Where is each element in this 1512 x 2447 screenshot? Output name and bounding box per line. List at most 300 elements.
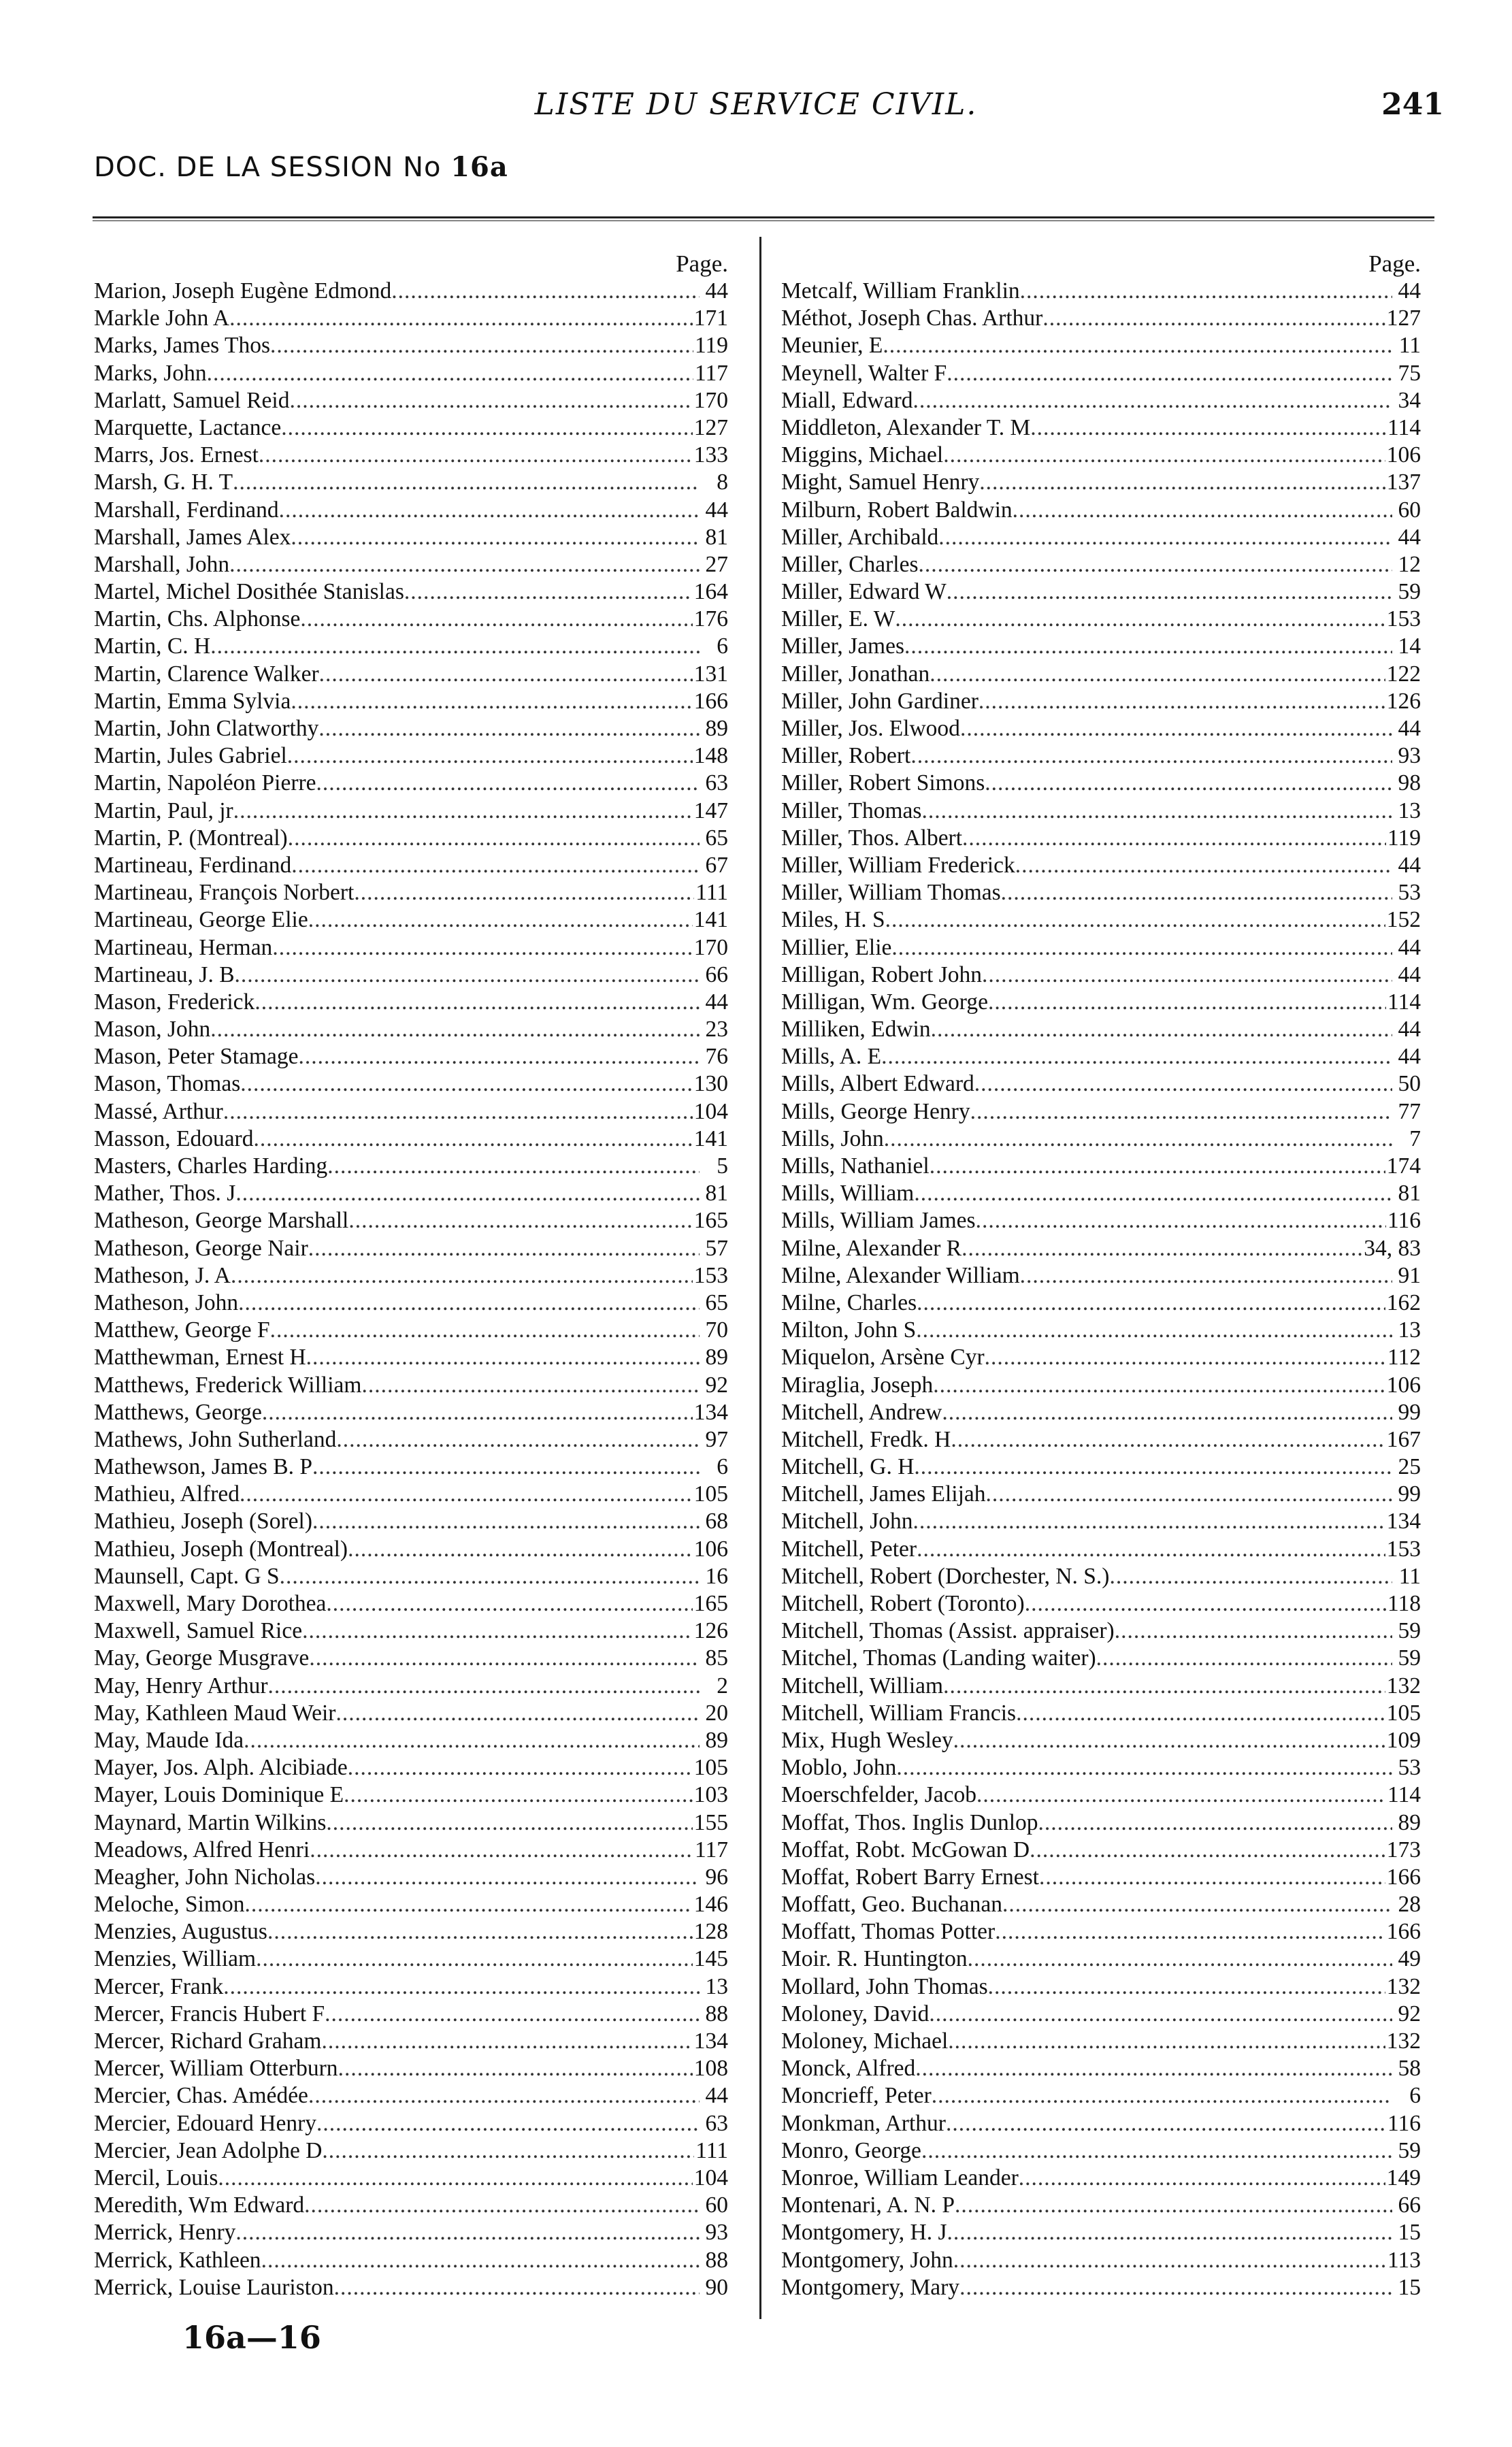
dot-leader xyxy=(338,2055,693,2082)
index-entry xyxy=(94,2110,728,2137)
entry-page: 132 xyxy=(1386,1673,1421,1698)
dot-leader xyxy=(291,688,692,715)
index-entry xyxy=(781,1837,1421,1864)
entry-page: 132 xyxy=(1386,1973,1421,1999)
index-entry xyxy=(94,2219,728,2246)
index-column-right xyxy=(781,250,1421,2301)
entry-name: Meredith, Wm Edward xyxy=(94,2193,305,2218)
index-entry xyxy=(94,934,728,962)
entry-page: 116 xyxy=(1387,1208,1421,1234)
entry-name: Martin, Jules Gabriel xyxy=(94,743,287,769)
dot-leader xyxy=(946,2110,1386,2137)
index-entry xyxy=(781,770,1421,797)
entry-page: 130 xyxy=(693,1071,728,1097)
entry-page: 96 xyxy=(705,1864,728,1890)
session-doc-label xyxy=(94,151,508,183)
dot-leader xyxy=(947,2219,1392,2246)
dot-leader xyxy=(207,360,693,387)
index-entry xyxy=(94,989,728,1016)
index-entry xyxy=(781,798,1421,825)
entry-page: 111 xyxy=(695,2137,728,2163)
entry-page: 44 xyxy=(705,989,728,1015)
entry-name: Mathewson, James B. P xyxy=(94,1454,313,1480)
index-entry xyxy=(94,1673,728,1700)
entry-page: 66 xyxy=(1398,2193,1421,2218)
index-entry xyxy=(94,2274,728,2301)
entry-page: 11 xyxy=(1398,1563,1421,1589)
index-entry xyxy=(781,1454,1421,1481)
entry-page: 134 xyxy=(693,1399,728,1425)
entry-name: Moloney, David xyxy=(781,2001,930,2026)
index-entry xyxy=(94,1262,728,1290)
dot-leader xyxy=(1002,1891,1392,1918)
entry-name: Mitchell, Robert (Dorchester, N. S.) xyxy=(781,1563,1110,1589)
entry-name: Mills, Nathaniel xyxy=(781,1153,930,1179)
entry-page: 166 xyxy=(1386,1919,1421,1945)
entry-page: 106 xyxy=(1386,442,1421,468)
index-entry xyxy=(94,1344,728,1371)
index-entry xyxy=(781,1973,1421,2001)
entry-name: Moerschfelder, Jacob xyxy=(781,1782,977,1808)
index-entry xyxy=(94,962,728,989)
entry-page: 148 xyxy=(693,743,728,769)
entry-page: 132 xyxy=(1386,2029,1421,2054)
entry-name: Meadows, Alfred Henri xyxy=(94,1837,310,1862)
entry-name: Martineau, George Elie xyxy=(94,907,308,933)
index-entry xyxy=(781,1016,1421,1043)
index-entry xyxy=(781,1645,1421,1672)
dot-leader xyxy=(238,1290,700,1317)
entry-name: Miller, William Frederick xyxy=(781,852,1015,878)
index-entry xyxy=(781,1344,1421,1371)
entry-page: 106 xyxy=(1386,1372,1421,1398)
dot-leader xyxy=(1020,278,1392,305)
entry-name: Might, Samuel Henry xyxy=(781,470,980,495)
entry-name: Merrick, Henry xyxy=(94,2220,236,2246)
index-entry xyxy=(94,2192,728,2219)
dot-leader xyxy=(229,305,693,332)
entry-name: Milliken, Edwin xyxy=(781,1017,931,1042)
entry-name: Monro, George xyxy=(781,2137,921,2163)
index-entry xyxy=(781,989,1421,1016)
entry-name: Merrick, Louise Lauriston xyxy=(94,2274,334,2300)
dot-leader xyxy=(348,1536,693,1563)
entry-page: 49 xyxy=(1398,1946,1421,1972)
index-entry xyxy=(94,578,728,606)
entry-page: 98 xyxy=(1398,770,1421,796)
entry-name: Mitchel, Thomas (Landing waiter) xyxy=(781,1645,1096,1671)
entry-name: Marshall, Ferdinand xyxy=(94,497,279,523)
entry-name: Milligan, Wm. George xyxy=(781,989,988,1015)
dot-leader xyxy=(962,825,1386,852)
entry-page: 14 xyxy=(1398,634,1421,659)
dot-leader xyxy=(968,1945,1392,1973)
entry-name: Marrs, Jos. Ernest xyxy=(94,442,259,468)
dot-leader xyxy=(210,1016,700,1043)
entry-name: Mercil, Louis xyxy=(94,2165,218,2190)
index-entry xyxy=(94,879,728,906)
entry-name: Maunsell, Capt. G S xyxy=(94,1563,280,1589)
entry-name: Miquelon, Arsène Cyr xyxy=(781,1345,985,1370)
dot-leader xyxy=(988,989,1386,1016)
entry-page: 68 xyxy=(705,1509,728,1534)
dot-leader xyxy=(321,2028,692,2055)
index-entry xyxy=(781,1399,1421,1426)
entry-name: Miller, Thomas xyxy=(781,798,922,823)
entry-name: Meynell, Walter F xyxy=(781,360,947,386)
entry-page: 60 xyxy=(705,2193,728,2218)
index-entry xyxy=(781,2165,1421,2192)
dot-leader xyxy=(254,989,700,1016)
entry-page: 12 xyxy=(1398,551,1421,577)
dot-leader xyxy=(233,798,693,825)
entry-page: 141 xyxy=(693,1126,728,1151)
index-entry xyxy=(781,661,1421,688)
entry-page: 77 xyxy=(1398,1098,1421,1124)
index-entry xyxy=(94,524,728,551)
index-entry xyxy=(94,1727,728,1754)
index-entry xyxy=(94,1317,728,1344)
entry-name: Moffatt, Thomas Potter xyxy=(781,1919,996,1945)
dot-leader xyxy=(223,1973,700,2001)
entry-name: Marshall, James Alex xyxy=(94,524,291,550)
dot-leader xyxy=(913,1508,1385,1535)
entry-page: 67 xyxy=(705,852,728,878)
entry-page: 118 xyxy=(1387,1591,1421,1616)
entry-name: Millier, Elie xyxy=(781,934,892,960)
entry-page: 34, 83 xyxy=(1364,1235,1421,1261)
dot-leader xyxy=(322,2137,694,2165)
doc-label: DOC. DE LA SESSION No xyxy=(94,152,442,183)
dot-leader xyxy=(354,879,694,906)
entry-name: Mason, John xyxy=(94,1017,211,1042)
entry-name: Mather, Thos. J xyxy=(94,1181,236,1206)
dot-leader xyxy=(1001,879,1392,906)
index-entry xyxy=(781,1809,1421,1837)
dot-leader xyxy=(235,2219,700,2246)
index-entry xyxy=(781,278,1421,305)
footer-signature-code: 16a—16 xyxy=(182,2319,321,2356)
entry-name: Maynard, Martin Wilkins xyxy=(94,1809,327,1835)
dot-leader xyxy=(312,1508,700,1535)
dot-leader xyxy=(261,2247,700,2274)
index-entry xyxy=(781,2137,1421,2165)
index-entry xyxy=(94,360,728,387)
index-entry xyxy=(94,1454,728,1481)
dot-leader xyxy=(895,606,1385,633)
dot-leader xyxy=(1038,1809,1393,1837)
dot-leader xyxy=(281,414,692,442)
dot-leader xyxy=(302,1617,693,1645)
entry-name: Mercier, Chas. Amédée xyxy=(94,2083,308,2109)
entry-page: 111 xyxy=(695,880,728,906)
entry-page: 6 xyxy=(1409,2083,1421,2109)
entry-page: 13 xyxy=(1398,798,1421,823)
dot-leader xyxy=(1015,852,1392,879)
index-entry xyxy=(781,1426,1421,1454)
index-entry xyxy=(781,1781,1421,1809)
index-entry xyxy=(94,1426,728,1454)
dot-leader xyxy=(930,661,1385,688)
entry-page: 92 xyxy=(1398,2001,1421,2026)
entry-name: Martin, Paul, jr xyxy=(94,798,233,823)
running-title: LISTE DU SERVICE CIVIL. xyxy=(534,87,978,122)
entry-page: 50 xyxy=(1398,1071,1421,1097)
index-entry xyxy=(781,715,1421,742)
index-entry xyxy=(94,2055,728,2082)
entry-name: Mayer, Jos. Alph. Alcibiade xyxy=(94,1755,348,1781)
index-entry xyxy=(94,1536,728,1563)
entry-page: 58 xyxy=(1398,2056,1421,2082)
entry-name: Martin, Emma Sylvia xyxy=(94,688,291,714)
entry-page: 59 xyxy=(1398,1618,1421,1644)
dot-leader xyxy=(1115,1617,1392,1645)
index-entry xyxy=(94,2001,728,2028)
entry-page: 170 xyxy=(693,387,728,413)
entry-page: 81 xyxy=(705,524,728,550)
entry-name: Mathews, John Sutherland xyxy=(94,1426,337,1452)
entry-page: 44 xyxy=(1398,1017,1421,1042)
entry-page: 66 xyxy=(705,962,728,987)
dot-leader xyxy=(979,469,1385,496)
entry-page: 166 xyxy=(1386,1864,1421,1890)
entry-name: Masson, Edouard xyxy=(94,1126,254,1151)
entry-name: Montgomery, John xyxy=(781,2247,953,2273)
dot-leader xyxy=(361,1372,700,1399)
entry-name: Mathieu, Joseph (Sorel) xyxy=(94,1509,312,1534)
dot-leader xyxy=(938,524,1392,551)
entry-name: Marks, James Thos xyxy=(94,333,270,359)
entry-page: 152 xyxy=(1386,907,1421,933)
entry-page: 27 xyxy=(705,551,728,577)
dot-leader xyxy=(244,1891,692,1918)
index-entry xyxy=(781,442,1421,469)
entry-page: 23 xyxy=(705,1017,728,1042)
index-entry xyxy=(94,1043,728,1070)
entry-name: Martin, John Clatworthy xyxy=(94,716,319,741)
dot-leader xyxy=(326,1590,692,1617)
index-entry xyxy=(781,387,1421,414)
entry-page: 93 xyxy=(705,2220,728,2246)
column-divider xyxy=(759,237,761,2319)
entry-page: 16 xyxy=(705,1563,728,1589)
entry-name: Matthews, George xyxy=(94,1399,262,1425)
entry-name: Maxwell, Mary Dorothea xyxy=(94,1591,327,1616)
entry-page: 20 xyxy=(705,1700,728,1726)
entry-name: Martin, Chs. Alphonse xyxy=(94,606,301,632)
entry-name: Miraglia, Joseph xyxy=(781,1372,934,1398)
entry-page: 173 xyxy=(1386,1837,1421,1862)
dot-leader xyxy=(995,1918,1385,1945)
index-entry xyxy=(94,414,728,442)
entry-name: Monck, Alfred xyxy=(781,2056,916,2082)
index-entry xyxy=(94,633,728,660)
entry-page: 155 xyxy=(693,1809,728,1835)
dot-leader xyxy=(951,1426,1385,1454)
entry-page: 105 xyxy=(693,1755,728,1781)
index-entry xyxy=(94,906,728,934)
entry-page: 167 xyxy=(1386,1426,1421,1452)
index-entry xyxy=(781,934,1421,962)
entry-name: Mitchell, Andrew xyxy=(781,1399,942,1425)
dot-leader xyxy=(316,2110,700,2137)
index-entry xyxy=(94,1508,728,1535)
entry-page: 2 xyxy=(717,1673,728,1698)
index-entry xyxy=(781,742,1421,770)
entry-name: Mills, Albert Edward xyxy=(781,1071,974,1097)
entry-page: 146 xyxy=(693,1892,728,1918)
entry-page: 126 xyxy=(693,1618,728,1644)
index-column-left xyxy=(94,250,728,2301)
dot-leader xyxy=(986,1481,1392,1508)
index-entry xyxy=(94,1590,728,1617)
entry-page: 81 xyxy=(1398,1181,1421,1206)
index-entry xyxy=(781,1918,1421,1945)
entry-page: 103 xyxy=(693,1782,728,1808)
dot-leader xyxy=(310,1837,693,1864)
index-entry xyxy=(781,578,1421,606)
dot-leader xyxy=(272,934,692,962)
index-entry xyxy=(94,1809,728,1837)
dot-leader xyxy=(344,1781,693,1809)
entry-name: Miles, H. S xyxy=(781,907,885,933)
dot-leader xyxy=(929,2001,1392,2028)
dot-leader xyxy=(891,934,1392,962)
entry-page: 91 xyxy=(1398,1262,1421,1288)
index-entry xyxy=(781,825,1421,852)
entry-name: Matheson, John xyxy=(94,1290,239,1315)
index-entry xyxy=(781,2001,1421,2028)
entry-name: May, Maude Ida xyxy=(94,1727,244,1753)
dot-leader xyxy=(391,278,700,305)
index-entry xyxy=(94,1973,728,2001)
index-entry xyxy=(94,387,728,414)
entry-name: Matthewman, Ernest H xyxy=(94,1345,306,1370)
index-entry xyxy=(781,852,1421,879)
index-entry xyxy=(94,1837,728,1864)
entry-page: 44 xyxy=(1398,278,1421,303)
entry-name: Martineau, François Norbert xyxy=(94,880,355,906)
index-entry xyxy=(94,770,728,797)
entry-page: 5 xyxy=(717,1153,728,1179)
index-entry xyxy=(781,305,1421,332)
entry-name: Mathieu, Alfred xyxy=(94,1481,240,1507)
entry-name: Monroe, William Leander xyxy=(781,2165,1019,2190)
index-entry xyxy=(94,1700,728,1727)
entry-page: 166 xyxy=(693,688,728,714)
index-entry xyxy=(781,1481,1421,1508)
entry-page: 59 xyxy=(1398,1645,1421,1671)
index-entry xyxy=(94,1372,728,1399)
entry-name: Milton, John S xyxy=(781,1317,917,1343)
entry-name: Mercer, Frank xyxy=(94,1973,224,1999)
entry-name: Meloche, Simon xyxy=(94,1892,245,1918)
dot-leader xyxy=(976,1207,1386,1234)
entry-name: Matheson, J. A xyxy=(94,1262,231,1288)
dot-leader xyxy=(916,1317,1392,1344)
entry-page: 176 xyxy=(693,606,728,632)
dot-leader xyxy=(1025,1590,1386,1617)
doc-number: 16a xyxy=(450,151,508,183)
index-entry xyxy=(94,1207,728,1234)
dot-leader xyxy=(962,1235,1362,1262)
dot-leader xyxy=(235,1180,700,1207)
entry-name: Matthews, Frederick William xyxy=(94,1372,362,1398)
dot-leader xyxy=(268,1673,700,1700)
entry-page: 89 xyxy=(705,716,728,741)
entry-page: 6 xyxy=(717,1454,728,1480)
dot-leader xyxy=(931,1016,1392,1043)
dot-leader xyxy=(289,387,692,414)
entry-page: 109 xyxy=(1386,1727,1421,1753)
entry-name: Marquette, Lactance xyxy=(94,414,282,440)
entry-page: 44 xyxy=(1398,962,1421,987)
entry-name: Miall, Edward xyxy=(781,387,913,413)
entry-name: Martin, C. H xyxy=(94,634,211,659)
entry-page: 105 xyxy=(693,1481,728,1507)
index-entry xyxy=(781,2082,1421,2109)
entry-name: Miller, Edward W xyxy=(781,579,947,605)
dot-leader xyxy=(910,742,1392,770)
entry-name: Miller, Thos. Albert xyxy=(781,825,963,851)
dot-leader xyxy=(325,2001,700,2028)
dot-leader xyxy=(930,1153,1385,1180)
entry-name: Moir. R. Huntington xyxy=(781,1946,968,1972)
dot-leader xyxy=(262,1399,693,1426)
entry-page: 122 xyxy=(1386,661,1421,687)
entry-name: Miller, Robert Simons xyxy=(781,770,985,796)
entry-page: 112 xyxy=(1387,1345,1421,1370)
entry-name: Marshall, John xyxy=(94,551,230,577)
entry-page: 88 xyxy=(705,2001,728,2026)
dot-leader xyxy=(959,2274,1392,2301)
index-entry xyxy=(781,1153,1421,1180)
entry-name: Moffat, Robt. McGowan D xyxy=(781,1837,1030,1862)
index-entry xyxy=(781,1945,1421,1973)
index-entry xyxy=(94,1617,728,1645)
dot-leader xyxy=(881,1043,1392,1070)
index-entry xyxy=(94,1945,728,1973)
dot-leader xyxy=(336,1426,700,1454)
entry-name: Mason, Frederick xyxy=(94,989,255,1015)
dot-leader xyxy=(1039,1864,1385,1891)
dot-leader xyxy=(270,1317,700,1344)
dot-leader xyxy=(315,1864,700,1891)
entry-name: Moloney, Michael xyxy=(781,2029,949,2054)
index-entry xyxy=(94,1781,728,1809)
entry-page: 89 xyxy=(1398,1809,1421,1835)
index-entry xyxy=(94,497,728,524)
entry-page: 89 xyxy=(705,1345,728,1370)
index-entry xyxy=(781,1891,1421,1918)
entry-page: 44 xyxy=(1398,524,1421,550)
entry-name: Miller, Charles xyxy=(781,551,919,577)
entry-name: Miller, E. W xyxy=(781,606,895,632)
entry-name: Matthew, George F xyxy=(94,1317,270,1343)
entry-page: 119 xyxy=(694,333,728,359)
index-entry xyxy=(94,715,728,742)
index-entry xyxy=(94,742,728,770)
index-entry xyxy=(781,606,1421,633)
entry-page: 174 xyxy=(1386,1153,1421,1179)
dot-leader xyxy=(334,2274,700,2301)
index-entry xyxy=(94,1891,728,1918)
dot-leader xyxy=(955,2192,1392,2219)
index-entry xyxy=(94,661,728,688)
entry-name: May, George Musgrave xyxy=(94,1645,310,1671)
column-heading: Page. xyxy=(676,250,728,277)
entry-name: Meagher, John Nicholas xyxy=(94,1864,316,1890)
